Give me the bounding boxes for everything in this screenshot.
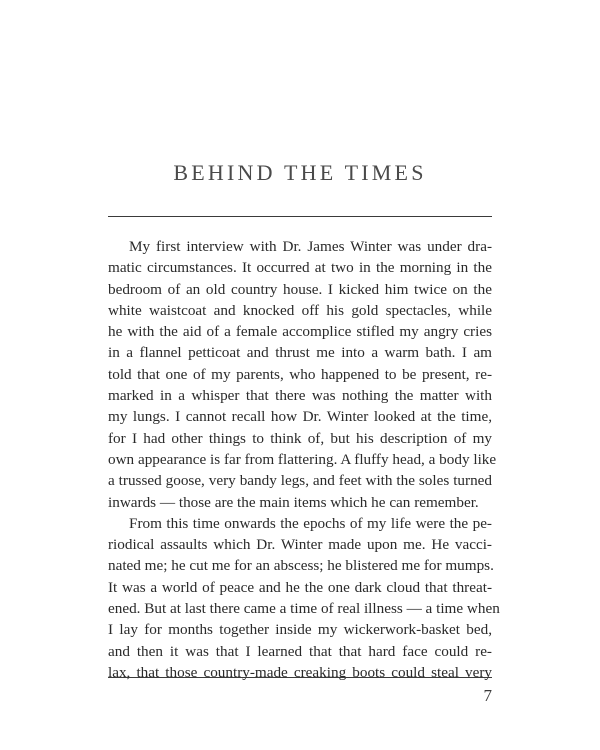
text-line: for I had other things to think of, but his description of my	[108, 429, 492, 447]
text-line: bedroom of an old country house. I kicked him twice on the	[108, 280, 492, 298]
text-line: nated me; he cut me for an abscess; he blistered me for mumps.	[108, 557, 494, 575]
body-text	[108, 236, 500, 683]
text-line: lax, that those country-made creaking boots could steal very	[108, 663, 492, 681]
text-line: marked in a whisper that there was nothing the matter with	[108, 387, 492, 405]
text-line: my lungs. I cannot recall how Dr. Winter looked at the time,	[108, 408, 492, 426]
text-line: I lay for months together inside my wickerwork-basket bed,	[108, 621, 492, 639]
text-line: white waistcoat and knocked off his gold spectacles, while	[108, 301, 492, 319]
text-line: and then it was that I learned that that hard face could re-	[108, 642, 492, 660]
text-line: riodical assaults which Dr. Winter made upon me. He vacci-	[108, 536, 492, 554]
text-line: he with the aid of a female accomplice stifled my angry cries	[108, 323, 492, 341]
text-line: My first interview with Dr. James Winter was under dra-	[129, 238, 492, 255]
text-line: own appearance is far from flattering. A fluffy head, a body like	[108, 450, 497, 468]
text-line: inwards — those are the main items which he can remember.	[108, 493, 479, 511]
text-line: told that one of my parents, who happened to be present, re-	[108, 365, 492, 383]
top-divider	[108, 216, 492, 217]
bottom-divider	[108, 677, 492, 678]
chapter-title: BEHIND THE TIMES	[173, 160, 427, 185]
text-line: in a flannel petticoat and thrust me into a warm bath. I am	[108, 344, 492, 362]
text-line: It was a world of peace and he the one dark cloud that threat-	[108, 578, 492, 596]
text-line: ened. But at last there came a time of real illness — a time when	[108, 600, 500, 618]
text-line: matic circumstances. It occurred at two in the morning in the	[108, 259, 492, 277]
text-line: From this time onwards the epochs of my life were the pe-	[129, 514, 492, 532]
page-number: 7	[483, 686, 492, 705]
text-line: a trussed goose, very bandy legs, and feet with the soles turned	[108, 472, 492, 490]
